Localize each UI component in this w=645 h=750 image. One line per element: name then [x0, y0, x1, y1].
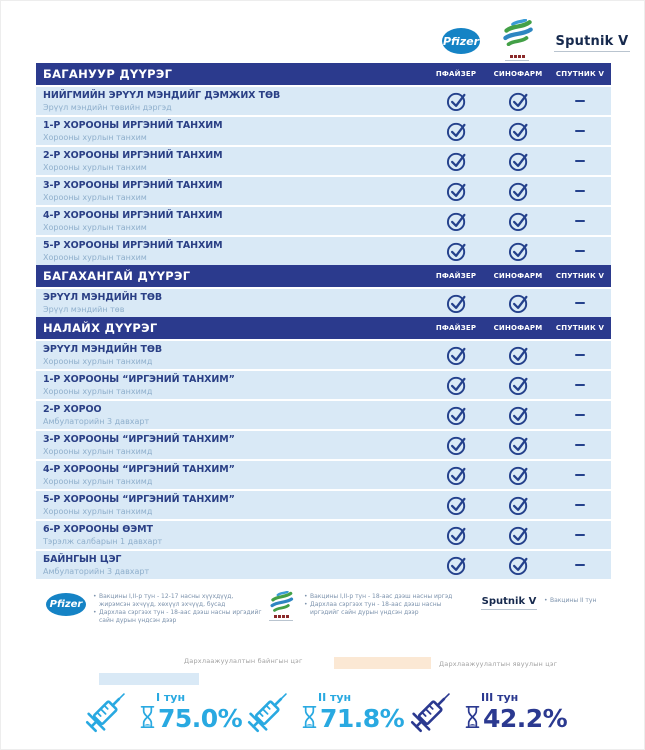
sputnik-legend-text: Sputnik V	[481, 596, 537, 607]
table-row	[36, 117, 611, 145]
sinopharm-mark-cell	[487, 289, 549, 317]
sinopharm-note-2: • Дархлаа сэргээх тун - 18-аас дээш насны иргэдийг сайн дурын үндсэн дээр	[304, 601, 462, 617]
table-row	[36, 207, 611, 235]
location-name: 5-Р ХОРООНЫ “ИРГЭНИЙ ТАНХИМ”	[43, 494, 235, 505]
location-name: 1-Р ХОРООНЫ “ИРГЭНИЙ ТАНХИМ”	[43, 374, 235, 385]
sputnik-v-logo	[550, 34, 634, 52]
location-detail: Хорооны хурлын танхим	[43, 223, 147, 232]
sinopharm-latin-text	[269, 620, 293, 621]
dash-icon	[575, 534, 585, 537]
column-header: СПУТНИК V	[555, 324, 605, 332]
row-text	[36, 117, 425, 145]
location-detail: Хорооны хурлын танхим	[43, 193, 147, 202]
pfizer-note-1: • Вакцины I,II-р тун - 12-17 насны хүүхдүүд, жирэмсэн эхчүүд, хөхүүл эхчүүд, бусад	[93, 593, 265, 609]
dash-icon	[575, 220, 585, 223]
pfizer-mark-cell	[425, 551, 487, 579]
sputnik-mark-cell	[549, 147, 611, 175]
pfizer-mark-cell	[425, 207, 487, 235]
sputnik-mark-cell	[549, 521, 611, 549]
pfizer-mark-cell	[425, 371, 487, 399]
brand-logos-row	[1, 1, 644, 63]
pfizer-mark-cell	[425, 147, 487, 175]
location-name: 1-Р ХОРООНЫ ИРГЭНИЙ ТАНХИМ	[43, 120, 223, 131]
pfizer-legend-text: Pfizer	[49, 599, 83, 610]
row-text	[36, 177, 425, 205]
dash-icon	[575, 100, 585, 103]
syringe-icon	[239, 681, 299, 741]
pfizer-mark-cell	[425, 401, 487, 429]
sinopharm-mark-cell	[487, 431, 549, 459]
sinopharm-waves-icon	[498, 19, 536, 46]
table-row	[36, 237, 611, 265]
location-name: ЭРҮҮЛ МЭНДИЙН ТӨВ	[43, 344, 162, 355]
vaccine-notes-legend	[1, 589, 644, 649]
check-icon	[508, 345, 529, 366]
sinopharm-notes	[304, 593, 462, 617]
check-icon	[508, 375, 529, 396]
location-detail: Хорооны хурлын танхимд	[43, 447, 153, 456]
location-detail: Хорооны хурлын танхимд	[43, 477, 153, 486]
pfizer-mark-cell	[425, 87, 487, 115]
sputnik-mark-cell	[549, 551, 611, 579]
row-text	[36, 521, 425, 549]
check-icon	[508, 91, 529, 112]
dose-stat-group	[402, 681, 567, 741]
syringe-icon	[239, 681, 299, 741]
table-row	[36, 491, 611, 519]
sputnik-mark-cell	[549, 237, 611, 265]
row-text	[36, 401, 425, 429]
dash-icon	[575, 130, 585, 133]
location-name: БАЙНГЫН ЦЭГ	[43, 554, 122, 565]
dose-label: III тун	[481, 691, 519, 704]
sputnik-notes	[544, 597, 624, 605]
table-row	[36, 341, 611, 369]
pfizer-mark-cell	[425, 341, 487, 369]
sputnik-mark-cell	[549, 87, 611, 115]
pfizer-mark-cell	[425, 521, 487, 549]
pfizer-notes	[93, 593, 265, 625]
location-name: 3-Р ХОРООНЫ ИРГЭНИЙ ТАНХИМ	[43, 180, 223, 191]
row-text	[36, 341, 425, 369]
mobile-point-label: Дархлаажуулалтын явуулын цэг	[439, 660, 558, 668]
sinopharm-mark-cell	[487, 177, 549, 205]
table-row	[36, 431, 611, 459]
pfizer-mark-cell	[425, 177, 487, 205]
sinopharm-mark-cell	[487, 237, 549, 265]
sputnik-mark-cell	[549, 207, 611, 235]
pfizer-mark-cell	[425, 289, 487, 317]
hourglass-icon	[301, 704, 318, 732]
location-detail: Амбулаторийн 3 давхарт	[43, 417, 150, 426]
section-header	[36, 265, 611, 287]
dash-icon	[575, 250, 585, 253]
location-name: ЭРҮҮЛ МЭНДИЙН ТӨВ	[43, 292, 162, 303]
table-row	[36, 551, 611, 579]
sinopharm-mark-cell	[487, 461, 549, 489]
sinopharm-mark-cell	[487, 207, 549, 235]
check-icon	[508, 465, 529, 486]
row-text	[36, 147, 425, 175]
check-icon	[446, 241, 467, 262]
sinopharm-mark-cell	[487, 341, 549, 369]
check-icon	[508, 151, 529, 172]
table-row	[36, 401, 611, 429]
dash-icon	[575, 414, 585, 417]
section-title: БАГАХАНГАЙ ДҮҮРЭГ	[43, 269, 191, 283]
sputnik-v-logo-text: Sputnik V	[555, 34, 629, 49]
row-text	[36, 237, 425, 265]
location-name: НИЙГМИЙН ЭРҮҮЛ МЭНДИЙГ ДЭМЖИХ ТӨВ	[43, 90, 281, 101]
row-text	[36, 87, 425, 115]
sinopharm-mark-cell	[487, 371, 549, 399]
check-icon	[446, 181, 467, 202]
sinopharm-cn-text	[264, 615, 298, 618]
location-detail: Хорооны хурлын танхимд	[43, 357, 153, 366]
row-text	[36, 431, 425, 459]
column-header: СИНОФАРМ	[493, 70, 543, 78]
dash-icon	[575, 564, 585, 567]
table-row	[36, 289, 611, 317]
pfizer-mark-cell	[425, 491, 487, 519]
location-name: 2-Р ХОРООНЫ ИРГЭНИЙ ТАНХИМ	[43, 150, 223, 161]
check-icon	[446, 495, 467, 516]
pfizer-logo-icon	[442, 28, 480, 54]
row-text	[36, 461, 425, 489]
dash-icon	[575, 474, 585, 477]
sputnik-mark-cell	[549, 401, 611, 429]
pfizer-logo-text: Pfizer	[442, 34, 479, 48]
dose-label: I тун	[156, 691, 186, 704]
sputnik-mark-cell	[549, 117, 611, 145]
section-title: БАГАНУУР ДҮҮРЭГ	[43, 67, 173, 81]
check-icon	[508, 181, 529, 202]
location-name: 4-Р ХОРООНЫ “ИРГЭНИЙ ТАНХИМ”	[43, 464, 235, 475]
check-icon	[446, 151, 467, 172]
sinopharm-logo-icon	[498, 19, 536, 61]
section-header	[36, 63, 611, 85]
dose-percentage: 75.0%	[158, 704, 243, 733]
dash-icon	[575, 302, 585, 305]
syringe-icon	[402, 681, 462, 741]
sinopharm-mark-cell	[487, 117, 549, 145]
check-icon	[508, 495, 529, 516]
sinopharm-mark-cell	[487, 147, 549, 175]
location-detail: Эрүүл мэндийн төв	[43, 305, 125, 314]
column-header: ПФАЙЗЕР	[435, 70, 477, 78]
table-row	[36, 461, 611, 489]
hourglass-icon	[464, 704, 481, 732]
pfizer-legend-icon	[46, 593, 86, 616]
table-row	[36, 87, 611, 115]
dash-icon	[575, 160, 585, 163]
dash-icon	[575, 354, 585, 357]
pfizer-mark-cell	[425, 117, 487, 145]
sputnik-v-subtext	[481, 609, 537, 610]
column-header: СПУТНИК V	[555, 70, 605, 78]
check-icon	[508, 555, 529, 576]
check-icon	[508, 211, 529, 232]
sputnik-mark-cell	[549, 491, 611, 519]
location-name: 4-Р ХОРООНЫ ИРГЭНИЙ ТАНХИМ	[43, 210, 223, 221]
sinopharm-latin-text	[505, 60, 529, 61]
dose-stat-group	[239, 681, 404, 741]
row-text	[36, 491, 425, 519]
dose-percentage: 42.2%	[483, 704, 568, 733]
sputnik-mark-cell	[549, 177, 611, 205]
sputnik-v-subtext	[554, 51, 630, 52]
dash-icon	[575, 384, 585, 387]
table-row	[36, 147, 611, 175]
table-row	[36, 177, 611, 205]
row-text	[36, 551, 425, 579]
section-title: НАЛАЙХ ДҮҮРЭГ	[43, 321, 158, 335]
sputnik-legend-icon	[479, 596, 539, 610]
column-header: ПФАЙЗЕР	[435, 324, 477, 332]
check-icon	[446, 555, 467, 576]
check-icon	[508, 121, 529, 142]
location-detail: Тэрэлж салбарын 1 давхарт	[43, 537, 163, 546]
column-header: СИНОФАРМ	[493, 272, 543, 280]
table-row	[36, 371, 611, 399]
row-text	[36, 207, 425, 235]
dash-icon	[575, 444, 585, 447]
check-icon	[446, 375, 467, 396]
location-name: 6-Р ХОРООНЫ ӨЭМТ	[43, 524, 153, 535]
pfizer-note-2: • Дархлаа сэргээх тун - 18-аас дээш насны иргэдийг сайн дурын үндсэн дээр	[93, 609, 265, 625]
check-icon	[508, 525, 529, 546]
sinopharm-mark-cell	[487, 401, 549, 429]
mobile-point-swatch	[334, 657, 431, 669]
dose-coverage-stats	[1, 681, 644, 747]
hourglass-icon	[139, 704, 156, 732]
dose-percentage: 71.8%	[320, 704, 405, 733]
sinopharm-mark-cell	[487, 87, 549, 115]
check-icon	[446, 345, 467, 366]
column-header: СПУТНИК V	[555, 272, 605, 280]
dose-stat-group	[77, 681, 242, 741]
location-detail: Хорооны хурлын танхим	[43, 163, 147, 172]
check-icon	[446, 435, 467, 456]
check-icon	[446, 405, 467, 426]
check-icon	[446, 525, 467, 546]
dash-icon	[575, 504, 585, 507]
location-detail: Хорооны хурлын танхимд	[43, 387, 153, 396]
hourglass-icon	[464, 704, 481, 730]
location-detail: Хорооны хурлын танхим	[43, 133, 147, 142]
sinopharm-mark-cell	[487, 521, 549, 549]
sputnik-note-1: • Вакцины II тун	[544, 597, 624, 605]
sinopharm-legend-icon	[264, 591, 298, 621]
sputnik-mark-cell	[549, 431, 611, 459]
dash-icon	[575, 190, 585, 193]
location-detail: Амбулаторийн 3 давхарт	[43, 567, 150, 576]
sinopharm-cn-text	[498, 51, 536, 58]
location-name: 3-Р ХОРООНЫ “ИРГЭНИЙ ТАНХИМ”	[43, 434, 235, 445]
check-icon	[446, 211, 467, 232]
syringe-icon	[77, 681, 137, 741]
check-icon	[508, 405, 529, 426]
check-icon	[446, 91, 467, 112]
syringe-icon	[77, 681, 137, 741]
table-row	[36, 521, 611, 549]
check-icon	[446, 293, 467, 314]
check-icon	[508, 435, 529, 456]
sinopharm-waves-icon	[266, 591, 296, 612]
check-icon	[508, 241, 529, 262]
column-header: СИНОФАРМ	[493, 324, 543, 332]
sputnik-mark-cell	[549, 341, 611, 369]
sinopharm-note-1: • Вакцины I,II-р тун - 18-аас дээш насны иргэд	[304, 593, 462, 601]
sputnik-mark-cell	[549, 289, 611, 317]
row-text	[36, 371, 425, 399]
location-detail: Хорооны хурлын танхим	[43, 253, 147, 262]
location-name: 5-Р ХОРООНЫ ИРГЭНИЙ ТАНХИМ	[43, 240, 223, 251]
location-name: 2-Р ХОРОО	[43, 404, 102, 415]
location-detail: Эрүүл мэндийн төвийн дэргэд	[43, 103, 172, 112]
section-header	[36, 317, 611, 339]
row-text	[36, 289, 425, 317]
hourglass-icon	[139, 704, 156, 730]
dose-label: II тун	[318, 691, 352, 704]
sputnik-mark-cell	[549, 461, 611, 489]
sputnik-mark-cell	[549, 371, 611, 399]
sinopharm-mark-cell	[487, 491, 549, 519]
sinopharm-mark-cell	[487, 551, 549, 579]
syringe-icon	[402, 681, 462, 741]
pfizer-mark-cell	[425, 431, 487, 459]
check-icon	[446, 465, 467, 486]
check-icon	[446, 121, 467, 142]
hourglass-icon	[301, 704, 318, 730]
vaccination-table	[36, 63, 611, 579]
permanent-point-label: Дархлаажуулалтын байнгын цэг	[184, 657, 303, 665]
pfizer-mark-cell	[425, 461, 487, 489]
location-detail: Хорооны хурлын танхимд	[43, 507, 153, 516]
column-header: ПФАЙЗЕР	[435, 272, 477, 280]
check-icon	[508, 293, 529, 314]
pfizer-mark-cell	[425, 237, 487, 265]
